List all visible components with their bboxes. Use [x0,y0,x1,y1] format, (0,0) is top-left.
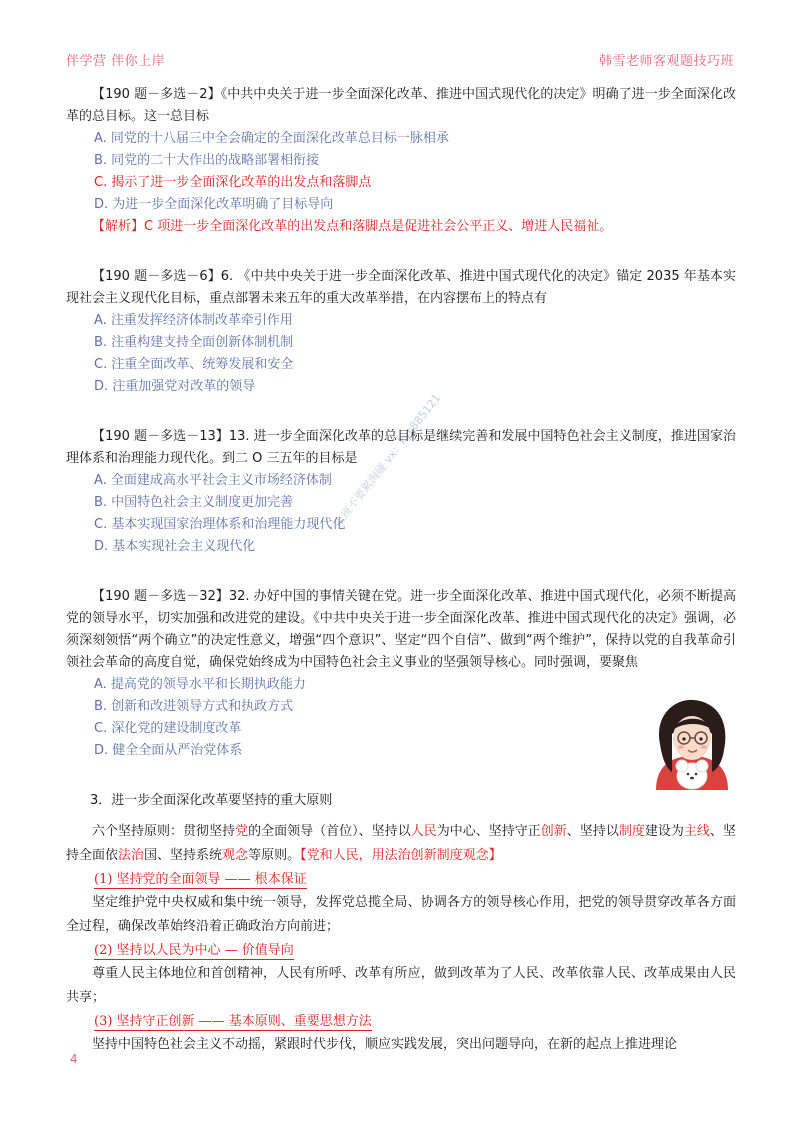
watermark: 上班不要累淘碰 vx：kys885121 [331,391,444,530]
principle-body: 坚定维护党中央权威和集中统一领导，发挥党总揽全局、协调各方的领导核心作用，把党的领导贯穿改革各方面全过程，确保改革始终沿着正确政治方向前进； [66,895,736,934]
option-b: B. 中国特色社会主义制度更加完善 [94,495,294,510]
option-b: B. 同党的二十大作出的战略部署相衔接 [94,153,320,168]
option-a: A. 同党的十八届三中全会确定的全面深化改革总目标一脉相承 [94,131,449,146]
header-brand: 伴学营 伴你上岸 [66,54,166,69]
option-d: D. 为进一步全面深化改革明确了目标导向 [94,197,334,212]
mnemonic: 【党和人民，用法治创新制度观念】 [300,848,502,863]
principle-heading: (1) 坚持党的全面领导 —— 根本保证 [94,872,307,887]
principle-body: 坚持中国特色社会主义不动摇，紧跟时代步伐，顺应实践发展，突出问题导向，在新的起点上推进理论 [92,1037,678,1052]
option-d: D. 健全全面从严治党体系 [94,743,243,758]
question-list [66,84,736,790]
question-block [66,266,736,398]
teacher-avatar-illustration [646,694,738,790]
principles-section [66,790,736,1057]
principle-heading: (2) 坚持以人民为中心 — 价值导向 [94,943,294,958]
question-stem: 【190 题－多选－32】32. 办好中国的事情关键在党。进一步全面深化改革、推进中国式现代化，必须不断提高党的领导水平，切实加强和改进党的建设。《中共中央关于进一步全面深化改革、推进中国式现代化的决定》强调，必须深刻领悟“两个确立”的决定性意义，增强“四个意识”、坚定“四个自信”、做到“两个维护”，保持以党的自我革命引领社会革命的高度自觉，确保党始终成为中国特色社会主义事业的坚强领导核心。同时强调，要聚焦 [66,589,736,670]
option-c: C. 深化党的建设制度改革 [94,721,242,736]
option-b: B. 创新和改进领导方式和执政方式 [94,699,294,714]
question-stem: 【190 题－多选－2】《中共中央关于进一步全面深化改革、推进中国式现代化的决定》明确了进一步全面深化改革的总目标。这一总目标 [66,87,736,124]
option-c: C. 基本实现国家治理体系和治理能力现代化 [94,517,346,532]
section-heading: 3．进一步全面深化改革要坚持的重大原则 [90,793,333,808]
question-block [66,426,736,558]
option-a: A. 注重发挥经济体制改革牵引作用 [94,313,293,328]
option-d: D. 注重加强党对改革的领导 [94,379,256,394]
principles-intro: 六个坚持原则：贯彻坚持党的全面领导（首位）、坚持以人民为中心、坚持守正创新、坚持以制度建设为主线、坚持全面依法治国、坚持系统观念等原则。【党和人民，用法治创新制度观念】 [66,824,736,863]
question-stem: 【190 题－多选－13】13. 进一步全面深化改革的总目标是继续完善和发展中国特色社会主义制度，推进国家治理体系和治理能力现代化。到二 O 三五年的目标是 [66,429,736,466]
principle-body: 尊重人民主体地位和首创精神，人民有所呼、改革有所应，做到改革为了人民、改革依靠人民、改革成果由人民共享； [66,966,736,1005]
question-block [66,84,736,238]
question-block [66,586,736,762]
question-stem: 【190 题－多选－6】6. 《中共中央关于进一步全面深化改革、推进中国式现代化的决定》锚定 2035 年基本实现社会主义现代化目标，重点部署未来五年的重大改革举措，在内容摆布上的特点有 [66,269,736,306]
header-course-title: 韩雪老师客观题技巧班 [598,54,734,69]
page-number: 4 [70,1052,78,1066]
principle-heading: (3) 坚持守正创新 —— 基本原则、重要思想方法 [94,1014,372,1029]
option-c: C. 注重全面改革、统筹发展和安全 [94,357,294,372]
analysis: 【解析】C 项进一步全面深化改革的出发点和落脚点是促进社会公平正义、增进人民福祉。 [92,219,613,234]
option-b: B. 注重构建支持全面创新体制机制 [94,335,294,350]
option-a: A. 提高党的领导水平和长期执政能力 [94,677,306,692]
option-a: A. 全面建成高水平社会主义市场经济体制 [94,473,332,488]
option-d: D. 基本实现社会主义现代化 [94,539,256,554]
option-c-highlighted: C. 揭示了进一步全面深化改革的出发点和落脚点 [94,175,372,190]
